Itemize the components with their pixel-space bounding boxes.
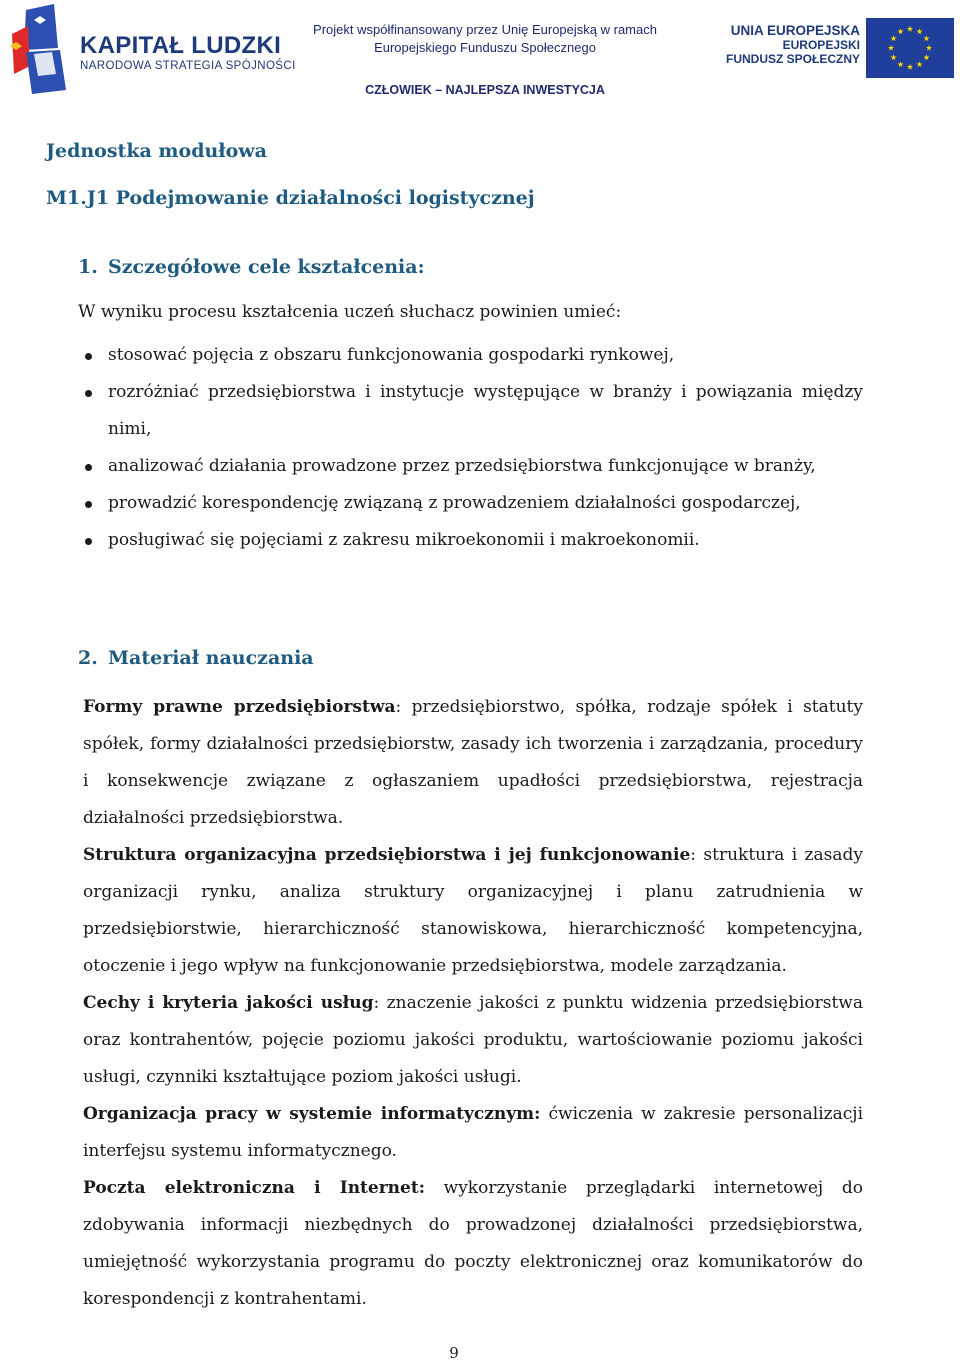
eu-line-1: UNIA EUROPEJSKA xyxy=(730,23,860,38)
paragraph xyxy=(83,837,863,985)
list-item-text: analizować działania prowadzone przez przedsiębiorstwa funkcjonujące w branży, xyxy=(108,456,816,476)
paragraph-term: Cechy i kryteria jakości usług xyxy=(83,993,374,1013)
module-heading: M1.J1 Podejmowanie działalności logistycznej xyxy=(46,187,535,209)
paragraph-separator: : xyxy=(395,697,402,717)
project-line-2: Europejskiego Funduszu Społecznego xyxy=(374,40,596,55)
eu-line-2: EUROPEJSKI xyxy=(782,38,860,52)
section-1-title: Szczegółowe cele kształcenia: xyxy=(108,256,425,278)
eu-line-3: FUNDUSZ SPOŁECZNY xyxy=(725,52,860,66)
paragraph-text: struktura i zasady organizacji rynku, analiza struktury organizacyjnej i planu zatrudnienia w przedsiębiorstwie, hierarchiczność stanowiskowa, hierarchiczność kompetencyjna, otoczenie i jego wpływ na funkcjonowanie przedsiębiorstwa, modele zarządzania. xyxy=(83,845,863,976)
page-header xyxy=(0,0,960,105)
list-item xyxy=(78,374,863,448)
kapital-ludzki-logo-icon xyxy=(6,4,68,94)
bullet-icon xyxy=(85,538,92,545)
list-item-text: prowadzić korespondencję związaną z prowadzeniem działalności gospodarczej, xyxy=(108,493,801,513)
paragraph xyxy=(83,985,863,1096)
motto: CZŁOWIEK – NAJLEPSZA INWESTYCJA xyxy=(365,83,605,97)
paragraph-text: wykorzystanie przeglądarki internetowej do zdobywania informacji niezbędnych do prowadzonej działalności przedsiębiorstwa, umiejętność wykorzystania programu do poczty elektronicznej oraz komunikatorów do korespondencji z kontrahentami. xyxy=(83,1178,863,1309)
eu-fund-text xyxy=(700,24,860,66)
logo-subtitle: NARODOWA STRATEGIA SPÓJNOŚCI xyxy=(80,60,296,72)
section-2-heading xyxy=(78,647,314,669)
paragraph xyxy=(83,689,863,837)
list-item xyxy=(78,522,863,559)
section-2-title: Materiał nauczania xyxy=(108,647,314,669)
paragraph-term: Struktura organizacyjna przedsiębiorstwa i jej funkcjonowanie xyxy=(83,845,691,865)
paragraph-text: przedsiębiorstwo, spółka, rodzaje spółek i statuty spółek, formy działalności przedsiębiorstw, zasady ich tworzenia i zarządzania, procedury i konsekwencje związane z ogłaszaniem upadłości przedsiębiorstwa, rejestracja działalności przedsiębiorstwa. xyxy=(83,697,863,828)
eu-flag-icon xyxy=(866,18,954,78)
section-1-heading xyxy=(78,256,425,278)
paragraph xyxy=(83,1096,863,1170)
section-2-number: 2. xyxy=(78,647,98,669)
bullet-icon xyxy=(85,501,92,508)
paragraph-text: ćwiczenia w zakresie personalizacji interfejsu systemu informatycznego. xyxy=(83,1104,863,1161)
list-item-text: posługiwać się pojęciami z zakresu mikroekonomii i makroekonomii. xyxy=(108,530,700,550)
paragraph-text: znaczenie jakości z punktu widzenia przedsiębiorstwa oraz kontrahentów, pojęcie poziomu jakości produktu, wartościowanie poziomu jakości usługi, czynniki kształtujące poziom jakości usługi. xyxy=(83,993,863,1087)
section-1-number: 1. xyxy=(78,256,98,278)
list-item-text: stosować pojęcia z obszaru funkcjonowania gospodarki rynkowej, xyxy=(108,345,675,365)
bullet-icon xyxy=(85,353,92,360)
bullet-icon xyxy=(85,390,92,397)
list-item xyxy=(78,448,863,485)
logo-title: KAPITAŁ LUDZKI xyxy=(80,32,282,59)
list-item xyxy=(78,337,863,374)
bullet-icon xyxy=(85,464,92,471)
list-item xyxy=(78,485,863,522)
paragraph-term: Poczta elektroniczna i Internet: xyxy=(83,1178,425,1198)
page-number: 9 xyxy=(449,1344,459,1362)
paragraph-separator: : xyxy=(373,993,380,1013)
intro-text: W wyniku procesu kształcenia uczeń słuchacz powinien umieć: xyxy=(78,302,622,322)
paragraph xyxy=(83,1170,863,1318)
objectives-list xyxy=(78,337,863,559)
unit-heading: Jednostka modułowa xyxy=(46,140,267,162)
project-funding-text xyxy=(290,21,680,57)
paragraph-term: Formy prawne przedsiębiorstwa xyxy=(83,697,396,717)
paragraph-term: Organizacja pracy w systemie informatycznym: xyxy=(83,1104,541,1124)
teaching-material xyxy=(83,689,863,1318)
list-item-text: rozróżniać przedsiębiorstwa i instytucje występujące w branży i powiązania między nimi, xyxy=(108,382,863,439)
paragraph-separator: : xyxy=(690,845,697,865)
project-line-1: Projekt współfinansowany przez Unię Europejską w ramach xyxy=(313,22,657,37)
